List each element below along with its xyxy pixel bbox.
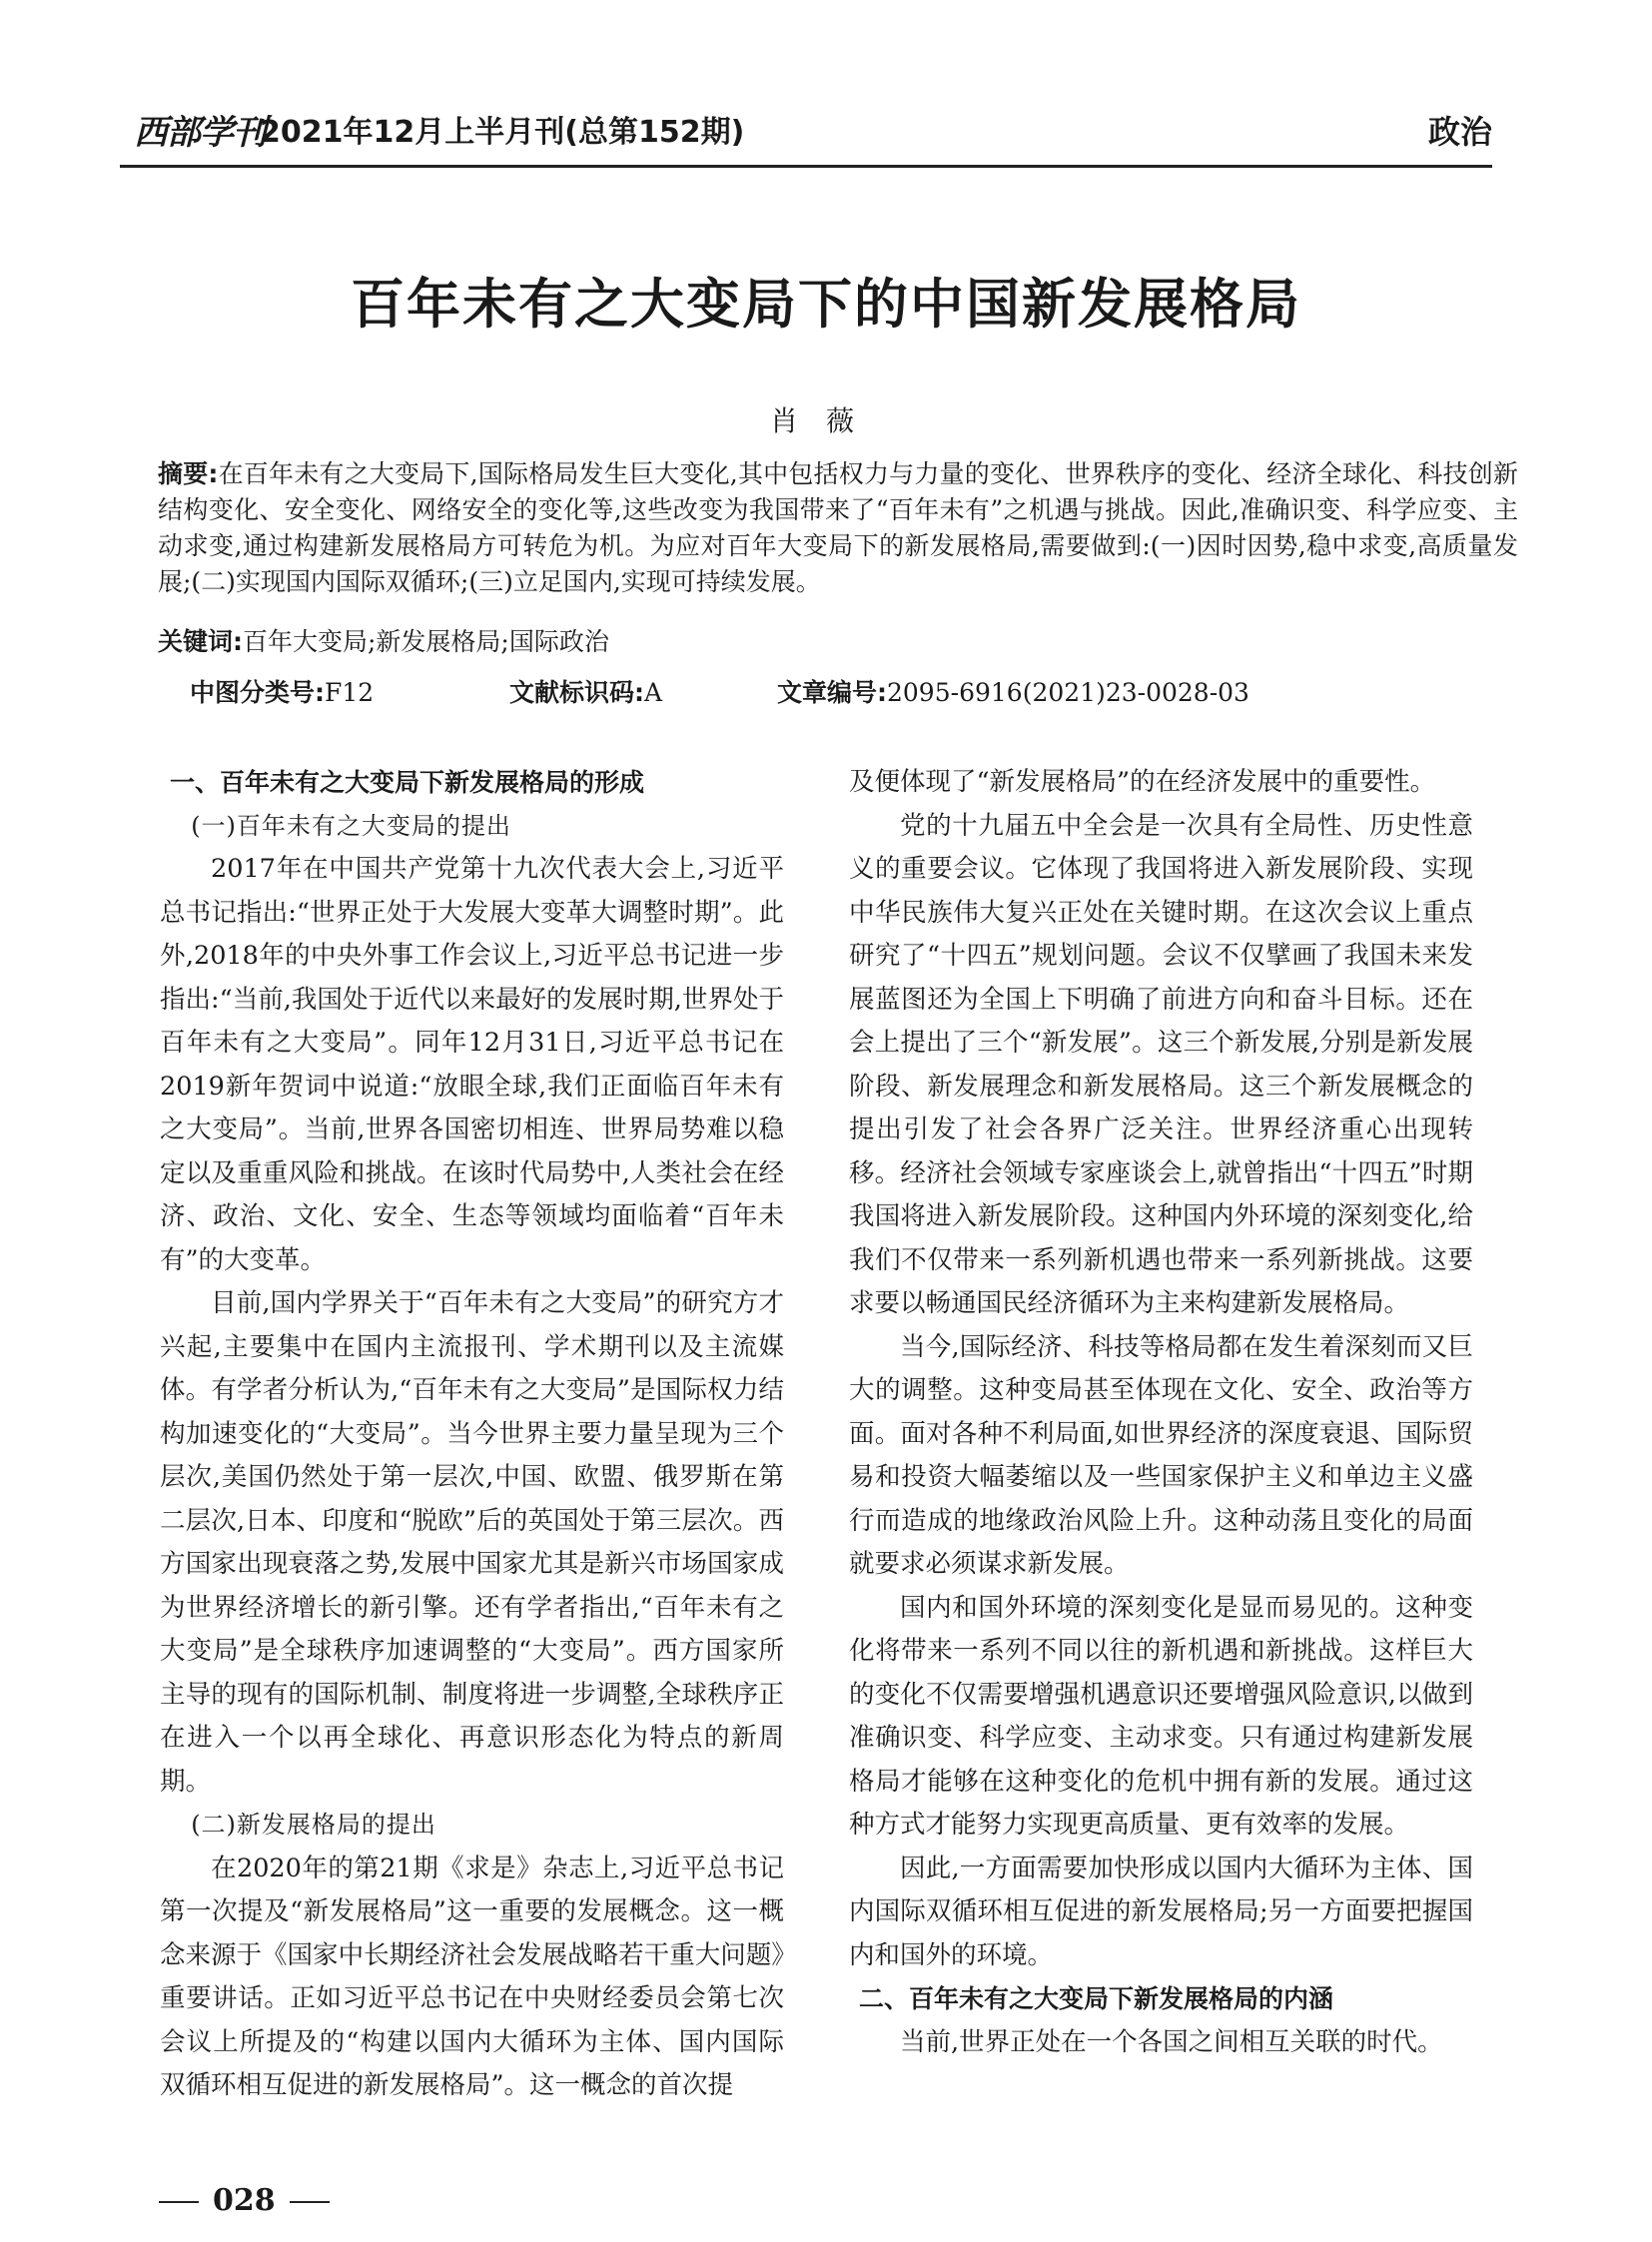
keywords-text: 百年大变局;新发展格局;国际政治	[243, 627, 609, 656]
paragraph: 在2020年的第21期《求是》杂志上,习近平总书记第一次提及“新发展格局”这一重要的发展概念。这一概念来源于《国家中长期经济社会发展战略若干重大问题》重要讲话。正如习近平总书记在中央财经委员会第七次会议上所提及的“构建以国内大循环为主体、国内国际双循环相互促进的新发展格局”。这一概念的首次提	[160, 1853, 784, 2100]
paragraph: 当前,世界正处在一个各国之间相互关联的时代。	[900, 2026, 1443, 2057]
abstract	[158, 456, 1518, 600]
keywords-label: 关键词:	[158, 627, 243, 656]
paragraph: 党的十九届五中全会是一次具有全局性、历史性意义的重要会议。它体现了我国将进入新发展阶段、实现中华民族伟大复兴正处在关键时期。在这次会议上重点研究了“十四五”规划问题。会议不仅擘画了我国未来发展蓝图还为全国上下明确了前进方向和奋斗目标。还在会上提出了三个“新发展”。这三个新发展,分别是新发展阶段、新发展理念和新发展格局。这三个新发展概念的提出引发了社会各界广泛关注。世界经济重心出现转移。经济社会领域专家座谈会上,就曾指出“十四五”时期我国将进入新发展阶段。这种国内外环境的深刻变化,给我们不仅带来一系列新机遇也带来一系列新挑战。这要求要以畅通国民经济循环为主来构建新发展格局。	[849, 810, 1473, 1318]
body-column-left	[160, 761, 784, 2108]
clc-number	[190, 675, 374, 711]
running-header	[120, 105, 1492, 155]
paragraph-continuation: 及便体现了“新发展格局”的在经济发展中的重要性。	[849, 767, 1436, 797]
article-number	[777, 675, 1249, 711]
author-name: 肖薇	[769, 404, 882, 437]
subsection-heading-1: (一)百年未有之大变局的提出	[191, 811, 511, 840]
keywords	[158, 624, 1518, 660]
paragraph: 当今,国际经济、科技等格局都在发生着深刻而又巨大的调整。这种变局甚至体现在文化、安全、政治等方面。面对各种不利局面,如世界经济的深度衰退、国际贸易和投资大幅萎缩以及一些国家保护主义和单边主义盛行而造成的地缘政治风险上升。这种动荡且变化的局面就要求必须谋求新发展。	[849, 1331, 1473, 1579]
paragraph: 2017年在中国共产党第十九次代表大会上,习近平总书记指出:“世界正处于大发展大变革大调整时期”。此外,2018年的中央外事工作会议上,习近平总书记进一步指出:“当前,我国处于近代以来最好的发展时期,世界处于百年未有之大变局”。同年12月31日,习近平总书记在2019新年贺词中说道:“放眼全球,我们正面临百年未有之大变局”。当前,世界各国密切相连、世界局势难以稳定以及重重风险和挑战。在该时代局势中,人类社会在经济、政治、文化、安全、生态等领域均面临着“百年未有”的大变革。	[160, 854, 784, 1275]
paragraph: 目前,国内学界关于“百年未有之大变局”的研究方才兴起,主要集中在国内主流报刊、学术期刊以及主流媒体。有学者分析认为,“百年未有之大变局”是国际权力结构加速变化的“大变局”。当今世界主要力量呈现为三个层次,美国仍然处于第一层次,中国、欧盟、俄罗斯在第二层次,日本、印度和“脱欧”后的英国处于第三层次。西方国家出现衰落之势,发展中国家尤其是新兴市场国家成为世界经济增长的新引擎。还有学者指出,“百年未有之大变局”是全球秩序加速调整的“大变局”。西方国家所主导的现有的国际机制、制度将进一步调整,全球秩序正在进入一个以再全球化、再意识形态化为特点的新周期。	[160, 1288, 784, 1797]
article-title: 百年未有之大变局下的中国新发展格局	[351, 273, 1301, 336]
journal-logo: 西部学刊	[134, 113, 266, 153]
doc-code-label: 文献标识码:	[509, 678, 644, 707]
issue-info: 2021年12月上半月刊(总第152期)	[260, 115, 745, 150]
header-rule	[120, 165, 1492, 168]
footer-dash-right	[290, 2201, 330, 2203]
paragraph: 国内和国外环境的深刻变化是显而易见的。这种变化将带来一系列不同以往的新机遇和新挑战。这样巨大的变化不仅需要增强机遇意识还要增强风险意识,以做到准确识变、科学应变、主动求变。只有通过构建新发展格局才能够在这种变化的危机中拥有新的发展。通过这种方式才能努力实现更高质量、更有效率的发展。	[849, 1592, 1473, 1840]
page-number: 028	[213, 2183, 276, 2218]
subsection-heading-2: (二)新发展格局的提出	[191, 1811, 436, 1839]
paragraph: 因此,一方面需要加快形成以国内大循环为主体、国内国际双循环相互促进的新发展格局;另一方面要把握国内和国外的环境。	[849, 1853, 1473, 1970]
article-number-value: 2095-6916(2021)23-0028-03	[887, 678, 1249, 707]
document-code	[509, 675, 662, 711]
section-heading-1: 一、百年未有之大变局下新发展格局的形成	[170, 768, 645, 797]
section-tag: 政治	[1427, 113, 1492, 151]
article-number-label: 文章编号:	[777, 678, 887, 707]
abstract-label: 摘要:	[158, 459, 219, 488]
clc-value: F12	[325, 678, 375, 707]
abstract-text: 在百年未有之大变局下,国际格局发生巨大变化,其中包括权力与力量的变化、世界秩序的变化、经济全球化、科技创新结构变化、安全变化、网络安全的变化等,这些改变为我国带来了“百年未有”之机遇与挑战。因此,准确识变、科学应变、主动求变,通过构建新发展格局方可转危为机。为应对百年大变局下的新发展格局,需要做到:(一)因时因势,稳中求变,高质量发展;(二)实现国内国际双循环;(三)立足国内,实现可持续发展。	[158, 459, 1518, 596]
doc-code-value: A	[644, 678, 663, 707]
section-heading-2: 二、百年未有之大变局下新发展格局的内涵	[859, 1984, 1334, 2013]
body-column-right	[849, 761, 1473, 2064]
clc-label: 中图分类号:	[190, 678, 325, 707]
page-footer	[145, 2183, 344, 2218]
footer-dash-left	[159, 2201, 199, 2203]
